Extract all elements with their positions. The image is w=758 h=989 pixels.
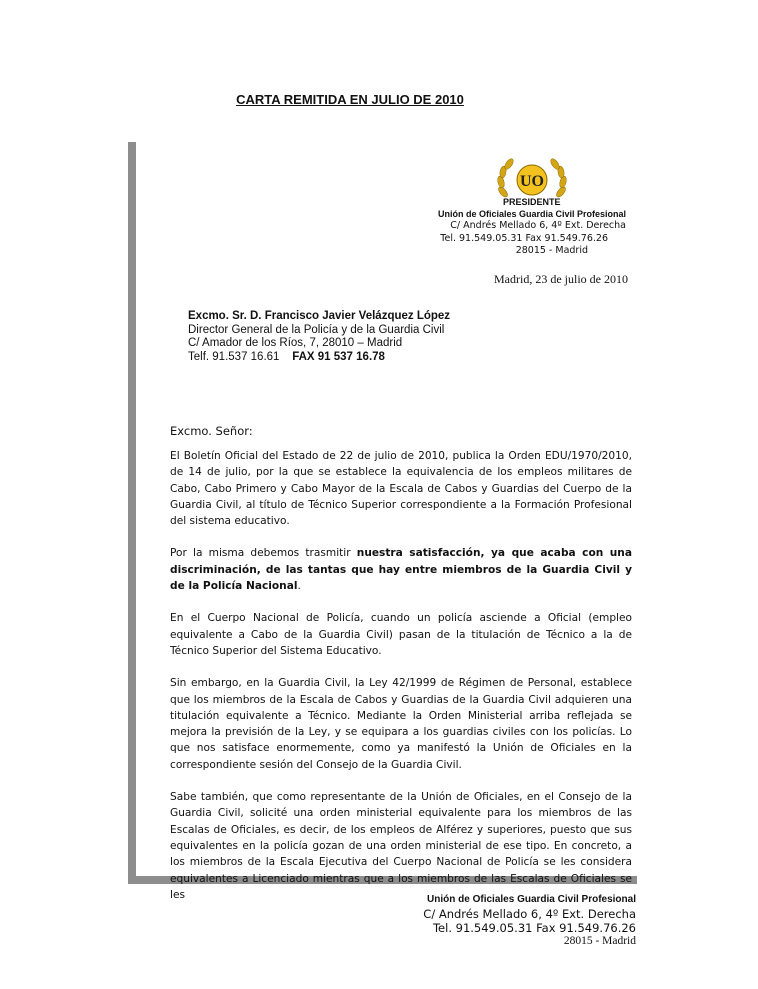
recipient-fax: FAX 91 537 16.78 (292, 350, 385, 363)
recipient-address: C/ Amador de los Ríos, 7, 28010 – Madrid (188, 337, 403, 349)
letterhead-phones: Tel. 91.549.05.31 Fax 91.549.76.26 (440, 233, 608, 244)
recipient-name: Excmo. Sr. D. Francisco Javier Velázquez López (188, 310, 451, 322)
salutation: Excmo. Señor: (170, 424, 253, 438)
recipient-block (188, 310, 608, 364)
paragraph-4: Sin embargo, en la Guardia Civil, la Ley 42/1999 de Régimen de Personal, establece que los miembros de la Escala de Cabos y Guardias de la Guardia Civil adquieren una titulación equivalente a Técnico. Mediante la Orden Ministerial arriba reflejada se mejora la previsión de la Ley, y se equipara a los guardias civiles con los policías. Lo que nos satisface enormemente, como ya manifestó la Unión de Oficiales en la correspondiente sesión del Consejo de la Guardia Civil. (170, 677, 632, 771)
page-title: CARTA REMITIDA EN JULIO DE 2010 (236, 92, 464, 107)
paragraph-1: El Boletín Oficial del Estado de 22 de julio de 2010, publica la Orden EDU/1970/2010, de 14 de julio, por la que se establece la equivalencia de los empleos militares de Cabo, Cabo Primero y Cabo Mayor de la Escala de Cabos y Guardias del Cuerpo de la Guardia Civil, al título de Técnico Superior correspondiente a la Formación Profesional del sistema educativo. (170, 450, 632, 528)
letter-body (170, 448, 632, 919)
letter-page (128, 142, 637, 901)
footer-phones: Tel. 91.549.05.31 Fax 91.549.76.26 (432, 921, 636, 935)
recipient-tel: Telf. 91.537 16.61 (188, 350, 280, 363)
letterhead-role: PRESIDENTE (503, 197, 561, 207)
letter-date: Madrid, 23 de julio de 2010 (494, 272, 628, 286)
footer-address: C/ Andrés Mellado 6, 4º Ext. Derecha (423, 907, 636, 921)
paragraph-2-emphasis: nuestra satisfacción, ya que acaba con una discriminación, de las tantas que hay entre miembros de la Guardia Civil y de la Policía Nacional (170, 547, 632, 593)
recipient-title: Director General de la Policía y de la Guardia Civil (188, 323, 445, 336)
svg-text:UO: UO (520, 173, 544, 190)
footer-organization: Unión de Oficiales Guardia Civil Profesional (427, 894, 636, 905)
letterhead-address: C/ Andrés Mellado 6, 4º Ext. Derecha (450, 220, 626, 231)
letterhead-postal: 28015 - Madrid (515, 245, 588, 256)
paragraph-2: Por la misma debemos trasmitir nuestra satisfacción, ya que acaba con una discriminación, de las tantas que hay entre miembros de la Guardia Civil y de la Policía Nacional. (170, 547, 632, 593)
paragraph-5: Sabe también, que como representante de la Unión de Oficiales, en el Consejo de la Guardia Civil, solicité una orden ministerial equivalente para los miembros de las Escalas de Oficiales, es decir, de los empleos de Alférez y superiores, puesto que sus equivalentes en la policía gozan de una orden ministerial de ese tipo. En concreto, a los miembros de la Escala Ejecutiva del Cuerpo Nacional de Policía se les considera equivalentes a Licenciado mientras que a los miembros de las Escalas de Oficiales se les (170, 791, 632, 901)
footer-postal: 28015 - Madrid (563, 935, 636, 947)
paragraph-3: En el Cuerpo Nacional de Policía, cuando un policía asciende a Oficial (empleo equivalente a Cabo de la Guardia Civil) pasan de la titulación de Técnico a la de Técnico Superior del Sistema Educativo. (170, 612, 632, 657)
recipient-contact (188, 351, 608, 365)
letterhead-organization: Unión de Oficiales Guardia Civil Profesional (437, 209, 626, 219)
